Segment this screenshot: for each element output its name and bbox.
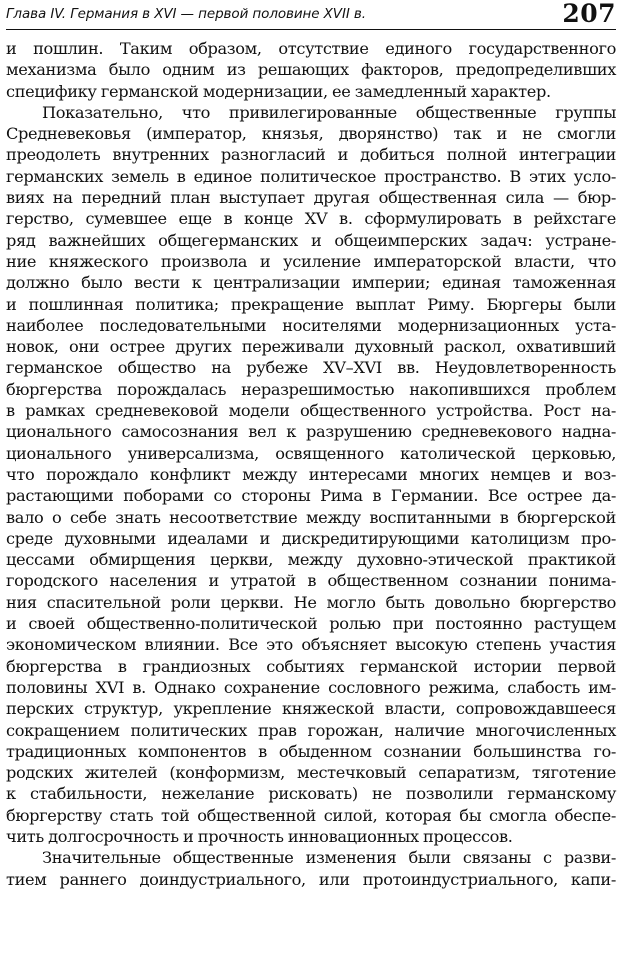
text-line: среде духовными идеалами и дискредитирующими католицизм про-: [6, 528, 616, 548]
text-line: германское общество на рубеже XV–XVI вв. Неудовлетворенность: [6, 358, 616, 378]
text-line: германских земель в единое политическое пространство. В этих усло-: [6, 166, 616, 186]
paragraph: [6, 102, 616, 847]
text-line: тием раннего доиндустриального, или протоиндустриального, капи-: [6, 869, 616, 889]
text-line: Значительные общественные изменения были связаны с разви-: [42, 848, 616, 868]
text-line: традиционных компонентов в обыденном сознании большинства го-: [6, 741, 616, 761]
text-line: ряд важнейших общегерманских и общеимперских задач: устране-: [6, 230, 616, 250]
text-line: чить долгосрочность и прочность инновационных процессов.: [6, 826, 513, 846]
running-title: Глава IV. Германия в XVI — первой половине XVII в.: [6, 6, 366, 22]
text-line: Показательно, что привилегированные общественные группы: [42, 102, 616, 122]
text-line: цессами обмирщения церкви, между духовно-этической практикой: [6, 550, 616, 570]
text-line: наиболее последовательными носителями модернизационных уста-: [6, 315, 616, 335]
text-line: и пошлин. Таким образом, отсутствие единого государственного: [6, 39, 616, 58]
text-line: должно было вести к централизации империи; единая таможенная: [6, 273, 616, 293]
text-line: и пошлинная политика; прекращение выплат Риму. Бюргеры были: [6, 294, 616, 314]
text-line: механизма было одним из решающих факторов, предопределивших: [6, 60, 616, 80]
paragraph: [6, 847, 616, 890]
text-line: половины XVI в. Однако сохранение сословного режима, слабость им-: [6, 677, 616, 697]
text-line: к стабильности, нежелание рисковать) не позволили германскому: [6, 784, 616, 804]
text-line: растающими поборами со стороны Рима в Германии. Все острее да-: [6, 486, 616, 506]
paragraph: [6, 38, 616, 102]
text-line: сокращением политических прав горожан, наличие многочисленных: [6, 720, 616, 740]
text-line: преодолеть внутренних разногласий и добиться полной интеграции: [6, 145, 616, 165]
text-line: городского населения и утратой в общественном сознании понима-: [6, 571, 616, 591]
text-line: ционального универсализма, освященного католической церковью,: [6, 443, 616, 463]
text-line: бюргерству стать той общественной силой, которая бы смогла обеспе-: [6, 805, 616, 825]
text-line: экономическом влиянии. Все это объясняет высокую степень участия: [6, 635, 616, 655]
header-rule: [6, 29, 616, 30]
text-line: бюргерства порождалась неразрешимостью накопившихся проблем: [6, 379, 616, 399]
text-line: перских структур, укрепление княжеской власти, сопровождавшееся: [6, 699, 616, 719]
text-line: и своей общественно-политической ролью при постоянно растущем: [6, 614, 616, 634]
text-line: что порождало конфликт между интересами многих немцев и воз-: [6, 464, 616, 484]
body-text: [6, 38, 616, 890]
text-line: Средневековья (император, князья, дворянство) так и не смогли: [6, 124, 616, 144]
text-line: вало о себе знать несоответствие между воспитанными в бюргерской: [6, 507, 616, 527]
running-head: [6, 0, 616, 30]
text-line: виях на передний план выступает другая общественная сила — бюр-: [6, 188, 616, 208]
text-line: специфику германской модернизации, ее замедленный характер.: [6, 81, 551, 101]
text-line: герство, сумевшее еще в конце XV в. сформулировать в рейхстаге: [6, 209, 616, 229]
text-line: в рамках средневековой модели общественного устройства. Рост на-: [6, 401, 616, 421]
text-line: бюргерства в грандиозных событиях германской истории первой: [6, 656, 616, 676]
text-line: ние княжеского произвола и усиление императорской власти, что: [6, 251, 616, 271]
text-line: ционального самосознания вел к разрушению средневекового надна-: [6, 422, 616, 442]
text-line: родских жителей (конформизм, местечковый сепаратизм, тяготение: [6, 763, 616, 783]
text-line: ния спасительной роли церкви. Не могло быть довольно бюргерство: [6, 592, 616, 612]
text-line: новок, они острее других переживали духовный раскол, охвативший: [6, 337, 616, 357]
page-number: 207: [562, 0, 616, 28]
